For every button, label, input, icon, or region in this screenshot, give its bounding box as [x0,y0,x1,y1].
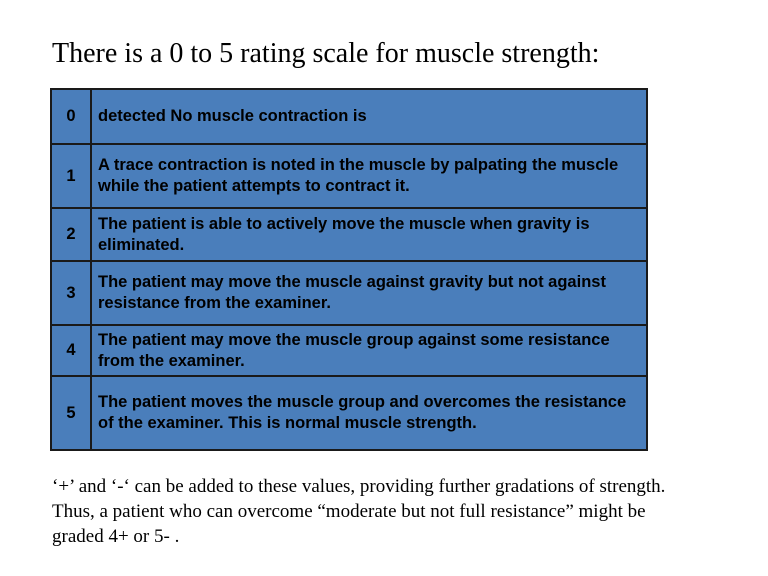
table-row [51,261,647,325]
grade-cell: 3 [51,261,91,325]
table-row [51,208,647,261]
grade-cell: 1 [51,144,91,208]
grade-cell: 0 [51,89,91,144]
description-cell: The patient may move the muscle group against some resistance from the examiner. [91,325,647,376]
description-cell: detected No muscle contraction is [91,89,647,144]
description-cell: The patient is able to actively move the muscle when gravity is eliminated. [91,208,647,261]
muscle-strength-table [50,88,648,451]
description-cell: The patient may move the muscle against gravity but not against resistance from the examiner. [91,261,647,325]
description-cell: A trace contraction is noted in the muscle by palpating the muscle while the patient attempts to contract it. [91,144,647,208]
table-row [51,325,647,376]
gradation-note: ‘+’ and ‘-‘ can be added to these values, providing further gradations of strength. Thus, a patient who can overcome “moderate but not full resistance” might be graded 4+ or 5- . [52,476,666,547]
table-row [51,144,647,208]
table-row [51,89,647,144]
grade-cell: 2 [51,208,91,261]
slide-title: There is a 0 to 5 rating scale for muscle strength: [52,38,600,69]
description-cell: The patient moves the muscle group and overcomes the resistance of the examiner. This is normal muscle strength. [91,376,647,450]
grade-cell: 4 [51,325,91,376]
grade-cell: 5 [51,376,91,450]
table-row [51,376,647,450]
